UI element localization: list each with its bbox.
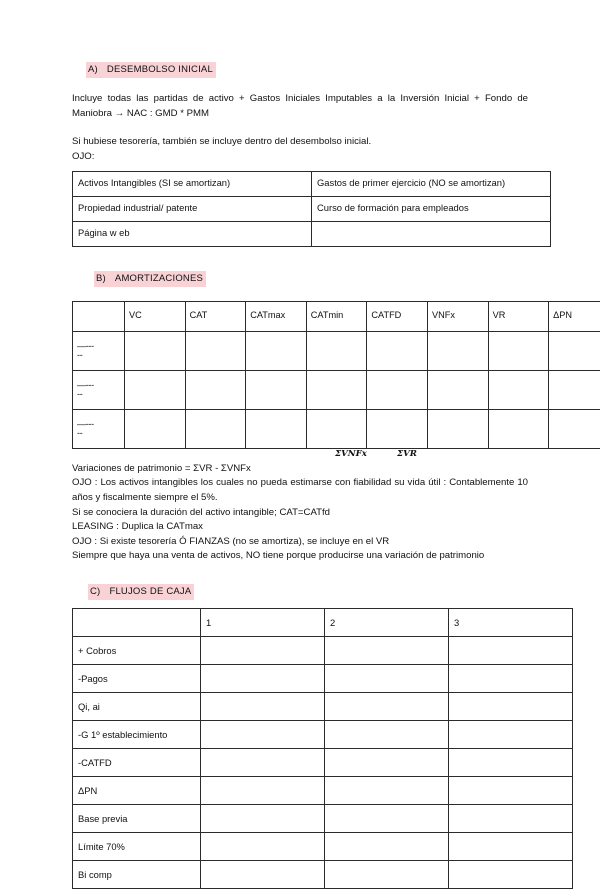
- cell-amort-r2c8: [549, 409, 600, 448]
- rowlabel-flujos-cobros: + Cobros: [73, 637, 201, 665]
- table-flujos-de-caja: [72, 608, 573, 889]
- rowlabel-flujos-bi-comp: Bi comp: [73, 861, 201, 889]
- rowlabel-flujos-limite-70: Límite 70%: [73, 833, 201, 861]
- rowlabel-amort-1-line1: —---: [77, 381, 120, 390]
- table-row: [73, 196, 551, 221]
- paragraph-incluye: Incluye todas las partidas de activo + Gastos Iniciales Imputables a la Inversión Inicial + Fondo de Maniobra → NAC : GMD * PMM: [72, 92, 528, 121]
- cell-flujos-r2c1: [201, 693, 325, 721]
- table-amortizaciones: [72, 301, 600, 449]
- rowlabel-amort-2: [73, 409, 125, 448]
- header-amort-vr: VR: [488, 301, 549, 331]
- rowlabel-amort-0-line1: —---: [77, 342, 120, 351]
- rowlabel-flujos-base-previa: Base previa: [73, 805, 201, 833]
- cell-flujos-r1c2: [325, 665, 449, 693]
- cell-amort-r1c6: [427, 370, 488, 409]
- cell-flujos-r6c2: [325, 805, 449, 833]
- rowlabel-amort-0-line2: --: [77, 351, 120, 360]
- cell-flujos-r4c3: [449, 749, 573, 777]
- table-row: [73, 749, 573, 777]
- cell-amort-r0c5: [367, 331, 428, 370]
- table-row: [73, 805, 573, 833]
- cell-amort-r2c7: [488, 409, 549, 448]
- cell-amort-r1c8: [549, 370, 600, 409]
- cell-amort-r2c4: [306, 409, 367, 448]
- cell-amort-r0c6: [427, 331, 488, 370]
- cell-amort-r1c7: [488, 370, 549, 409]
- sum-vnfx: ΣVNFx: [335, 449, 367, 459]
- section-a-label: A): [88, 64, 98, 75]
- table-header-row: [73, 609, 573, 637]
- cell-amort-r1c1: [125, 370, 186, 409]
- section-a-title: DESEMBOLSO INICIAL: [107, 64, 213, 75]
- cell-flujos-r8c2: [325, 861, 449, 889]
- section-heading-c: [88, 584, 528, 600]
- header-flujos-1: 1: [201, 609, 325, 637]
- cell-flujos-r2c2: [325, 693, 449, 721]
- cell-flujos-r7c3: [449, 833, 573, 861]
- cell-amort-r0c8: [549, 331, 600, 370]
- table-intangibles: [72, 171, 551, 247]
- table-row: [73, 370, 600, 409]
- rowlabel-amort-2-line2: --: [77, 429, 120, 438]
- cell-amort-r0c2: [185, 331, 246, 370]
- cell-intangibles-r0c1: Gastos de primer ejercicio (NO se amortizan): [312, 171, 551, 196]
- cell-intangibles-r1c1: Curso de formación para empleados: [312, 196, 551, 221]
- table-header-row: [73, 301, 600, 331]
- header-amort-vnfx: VNFx: [427, 301, 488, 331]
- note-variaciones-patrimonio: Variaciones de patrimonio = ΣVR - ΣVNFx: [72, 462, 528, 477]
- table-row: [73, 777, 573, 805]
- rowlabel-flujos-pagos: -Pagos: [73, 665, 201, 693]
- cell-intangibles-r2c1: [312, 221, 551, 246]
- cell-flujos-r6c1: [201, 805, 325, 833]
- cell-amort-r2c5: [367, 409, 428, 448]
- table-row: [73, 693, 573, 721]
- rowlabel-amort-0: [73, 331, 125, 370]
- cell-flujos-r3c3: [449, 721, 573, 749]
- cell-flujos-r1c3: [449, 665, 573, 693]
- cell-intangibles-r0c0: Activos Intangibles (SI se amortizan): [73, 171, 312, 196]
- section-c-title: FLUJOS DE CAJA: [109, 586, 191, 597]
- header-amort-vc: VC: [125, 301, 186, 331]
- note-leasing: LEASING : Duplica la CATmax: [72, 520, 528, 535]
- header-amort-catmax: CATmax: [246, 301, 307, 331]
- cell-flujos-r5c1: [201, 777, 325, 805]
- table-row: [73, 833, 573, 861]
- cell-flujos-r2c3: [449, 693, 573, 721]
- rowlabel-flujos-qi-ai: Qi, ai: [73, 693, 201, 721]
- cell-flujos-r5c3: [449, 777, 573, 805]
- cell-flujos-r7c1: [201, 833, 325, 861]
- cell-amort-r0c4: [306, 331, 367, 370]
- paragraph-ojo-a: OJO:: [72, 150, 528, 165]
- cell-intangibles-r1c0: Propiedad industrial/ patente: [73, 196, 312, 221]
- header-amort-dpn: ΔPN: [549, 301, 600, 331]
- header-amort-0: [73, 301, 125, 331]
- rowlabel-flujos-dpn: ΔPN: [73, 777, 201, 805]
- cell-flujos-r7c2: [325, 833, 449, 861]
- section-heading-a: [86, 62, 528, 78]
- cell-intangibles-r2c0: Página w eb: [73, 221, 312, 246]
- section-heading-b: [94, 271, 528, 287]
- table-row: [73, 331, 600, 370]
- sum-vr: ΣVR: [397, 449, 417, 459]
- rowlabel-flujos-catfd: -CATFD: [73, 749, 201, 777]
- header-amort-catfd: CATFD: [367, 301, 428, 331]
- cell-flujos-r6c3: [449, 805, 573, 833]
- table-row: [73, 171, 551, 196]
- table-row: [73, 637, 573, 665]
- cell-amort-r0c1: [125, 331, 186, 370]
- cell-amort-r2c6: [427, 409, 488, 448]
- header-amort-cat: CAT: [185, 301, 246, 331]
- section-b-label: B): [96, 273, 106, 284]
- cell-amort-r2c2: [185, 409, 246, 448]
- section-c-label: C): [90, 586, 100, 597]
- amortizacion-sums-row: [72, 449, 528, 462]
- header-flujos-0: [73, 609, 201, 637]
- document-content: [72, 62, 528, 889]
- cell-amort-r0c3: [246, 331, 307, 370]
- cell-amort-r1c4: [306, 370, 367, 409]
- note-ojo-intangibles: OJO : Los activos intangibles los cuales no pueda estimarse con fiabilidad su vida útil : Contablemente 10 años y fiscalmente siempre el 5%.: [72, 476, 528, 505]
- cell-amort-r2c3: [246, 409, 307, 448]
- table-row: [73, 409, 600, 448]
- cell-flujos-r4c2: [325, 749, 449, 777]
- cell-flujos-r3c2: [325, 721, 449, 749]
- cell-amort-r0c7: [488, 331, 549, 370]
- table-row: [73, 221, 551, 246]
- header-amort-catmin: CATmin: [306, 301, 367, 331]
- cell-flujos-r4c1: [201, 749, 325, 777]
- header-flujos-3: 3: [449, 609, 573, 637]
- rowlabel-amort-1-line2: --: [77, 390, 120, 399]
- rowlabel-flujos-g-establecimiento: -G 1º establecimiento: [73, 721, 201, 749]
- cell-amort-r1c5: [367, 370, 428, 409]
- cell-flujos-r0c1: [201, 637, 325, 665]
- cell-flujos-r0c2: [325, 637, 449, 665]
- cell-amort-r1c2: [185, 370, 246, 409]
- cell-amort-r1c3: [246, 370, 307, 409]
- section-b-title: AMORTIZACIONES: [115, 273, 203, 284]
- cell-flujos-r8c3: [449, 861, 573, 889]
- table-row: [73, 861, 573, 889]
- table-row: [73, 721, 573, 749]
- note-duracion-intangible: Si se conociera la duración del activo intangible; CAT=CATfd: [72, 506, 528, 521]
- note-venta-activos: Siempre que haya una venta de activos, NO tiene porque producirse una variación de patrimonio: [72, 549, 528, 564]
- cell-flujos-r8c1: [201, 861, 325, 889]
- paragraph-tesoreria: Si hubiese tesorería, también se incluye dentro del desembolso inicial.: [72, 135, 528, 150]
- note-ojo-tesoreria: OJO : Si existe tesorería Ó FIANZAS (no se amortiza), se incluye en el VR: [72, 535, 528, 550]
- header-flujos-2: 2: [325, 609, 449, 637]
- cell-amort-r2c1: [125, 409, 186, 448]
- cell-flujos-r1c1: [201, 665, 325, 693]
- table-row: [73, 665, 573, 693]
- cell-flujos-r0c3: [449, 637, 573, 665]
- cell-flujos-r3c1: [201, 721, 325, 749]
- rowlabel-amort-2-line1: —---: [77, 420, 120, 429]
- rowlabel-amort-1: [73, 370, 125, 409]
- cell-flujos-r5c2: [325, 777, 449, 805]
